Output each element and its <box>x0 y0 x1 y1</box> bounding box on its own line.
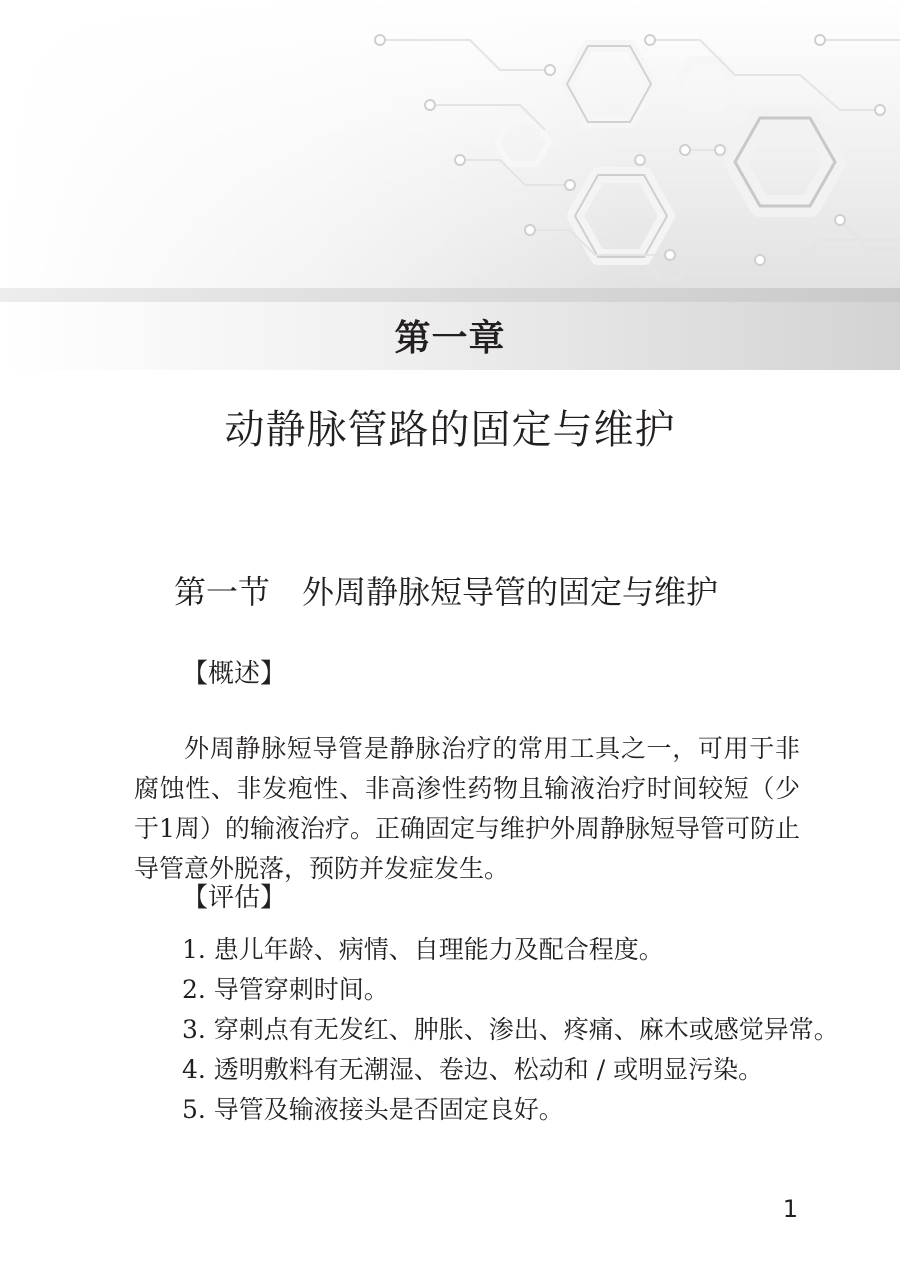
list-item: 5. 导管及输液接头是否固定良好。 <box>182 1095 564 1124</box>
header-divider-strip <box>0 288 900 302</box>
section-title: 外周静脉短导管的固定与维护 <box>302 573 719 611</box>
chapter-title: 动静脉管路的固定与维护 <box>224 407 676 453</box>
section-number: 第一节 <box>174 573 271 611</box>
list-item: 3. 穿刺点有无发红、肿胀、渗出、疼痛、麻木或感觉异常。 <box>182 1015 839 1044</box>
list-item: 1. 患儿年龄、病情、自理能力及配合程度。 <box>182 935 664 964</box>
section-heading <box>174 567 718 613</box>
page-number: 1 <box>782 1195 798 1223</box>
assessment-list <box>182 930 839 1130</box>
chapter-label: 第一章 <box>394 318 506 359</box>
list-item: 4. 透明敷料有无潮湿、卷边、松动和 / 或明显污染。 <box>182 1055 764 1084</box>
overview-heading: 【概述】 <box>182 659 287 689</box>
overview-paragraph: 外周静脉短导管是静脉治疗的常用工具之一，可用于非腐蚀性、非发疱性、非高渗性药物且输液治疗时间较短（少于1周）的输液治疗。正确固定与维护外周静脉短导管可防止导管意外脱落，预防并发症发生。 <box>134 734 800 883</box>
header-banner <box>0 0 900 290</box>
assessment-heading: 【评估】 <box>182 883 287 913</box>
hexagon-network-decoration <box>340 0 900 290</box>
list-item: 2. 导管穿刺时间。 <box>182 975 389 1004</box>
